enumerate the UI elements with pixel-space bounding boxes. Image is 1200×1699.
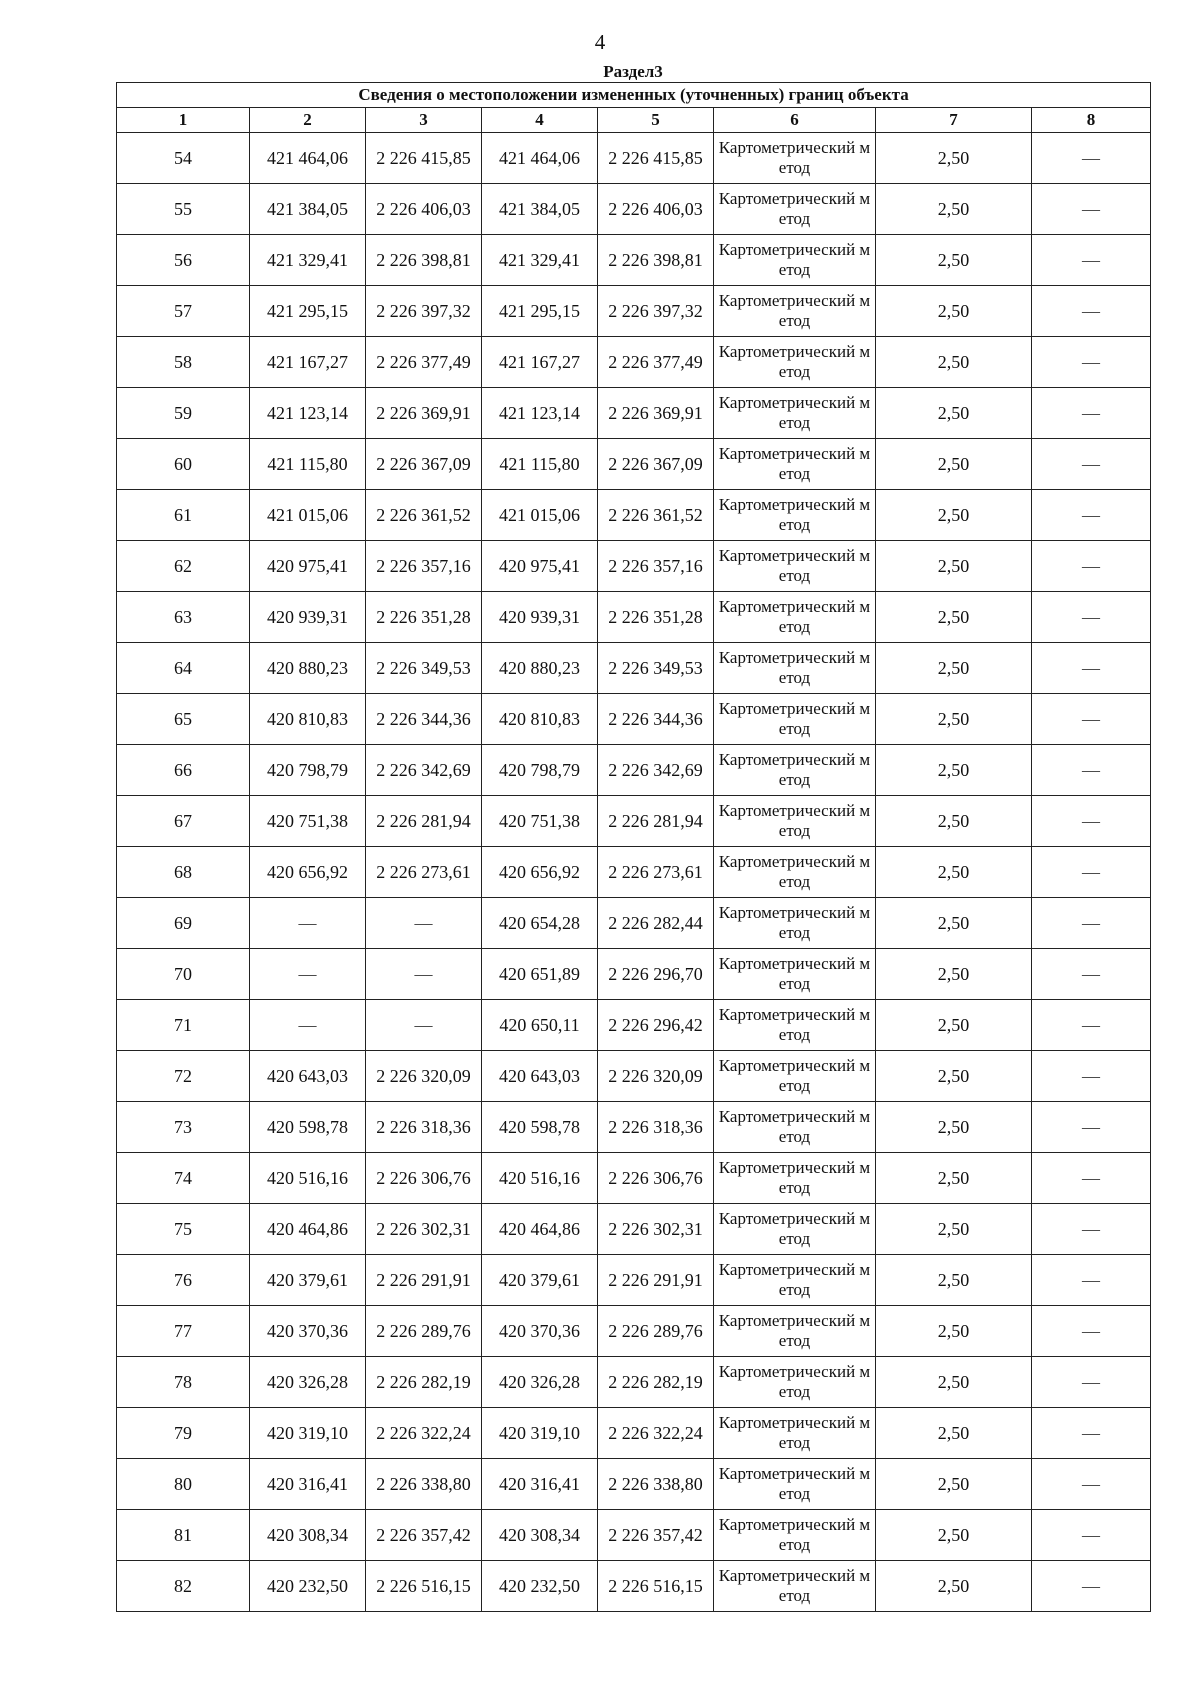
table-cell-col-5: 2 226 349,53 [598, 643, 714, 694]
table-cell-col-4: 420 232,50 [482, 1561, 598, 1612]
table-row [117, 1255, 1151, 1306]
table-cell-col-3: 2 226 291,91 [366, 1255, 482, 1306]
table-cell-col-5: 2 226 273,61 [598, 847, 714, 898]
table-cell-col-2: 421 384,05 [250, 184, 366, 235]
table-cell-col-8: — [1032, 643, 1151, 694]
table-cell-col-1: 77 [117, 1306, 250, 1357]
table-cell-col-8: — [1032, 796, 1151, 847]
table-cell-col-8: — [1032, 1561, 1151, 1612]
table-cell-col-2: 421 329,41 [250, 235, 366, 286]
table-cell-col-3: 2 226 377,49 [366, 337, 482, 388]
table-cell-col-8: — [1032, 286, 1151, 337]
table-title: Сведения о местоположении измененных (уточненных) границ объекта [117, 83, 1151, 108]
table-cell-col-3: 2 226 349,53 [366, 643, 482, 694]
table-cell-col-6: Картометрический метод [714, 1000, 876, 1051]
table-cell-col-6: Картометрический метод [714, 1510, 876, 1561]
table-cell-col-7: 2,50 [876, 949, 1032, 1000]
table-row [117, 1051, 1151, 1102]
table-cell-col-7: 2,50 [876, 1306, 1032, 1357]
table-cell-col-4: 420 598,78 [482, 1102, 598, 1153]
table-cell-col-4: 420 650,11 [482, 1000, 598, 1051]
table-cell-col-6: Картометрический метод [714, 694, 876, 745]
table-cell-col-5: 2 226 377,49 [598, 337, 714, 388]
table-row [117, 1000, 1151, 1051]
table-cell-col-3: 2 226 369,91 [366, 388, 482, 439]
column-header-6: 6 [714, 108, 876, 133]
table-cell-col-2: 420 316,41 [250, 1459, 366, 1510]
table-cell-col-3: 2 226 397,32 [366, 286, 482, 337]
table-cell-col-6: Картометрический метод [714, 133, 876, 184]
table-cell-col-2: 420 798,79 [250, 745, 366, 796]
table-cell-col-8: — [1032, 235, 1151, 286]
table-cell-col-7: 2,50 [876, 388, 1032, 439]
table-cell-col-8: — [1032, 847, 1151, 898]
table-row [117, 745, 1151, 796]
table-cell-col-7: 2,50 [876, 133, 1032, 184]
table-row [117, 1510, 1151, 1561]
table-cell-col-2: 421 115,80 [250, 439, 366, 490]
table-cell-col-4: 421 123,14 [482, 388, 598, 439]
table-cell-col-2: 420 370,36 [250, 1306, 366, 1357]
table-cell-col-6: Картометрический метод [714, 949, 876, 1000]
table-cell-col-2: 421 123,14 [250, 388, 366, 439]
table-cell-col-6: Картометрический метод [714, 235, 876, 286]
table-cell-col-1: 66 [117, 745, 250, 796]
table-cell-col-8: — [1032, 949, 1151, 1000]
table-cell-col-5: 2 226 322,24 [598, 1408, 714, 1459]
table-cell-col-7: 2,50 [876, 796, 1032, 847]
table-cell-col-3: — [366, 949, 482, 1000]
table-row [117, 1561, 1151, 1612]
table-cell-col-8: — [1032, 388, 1151, 439]
column-header-5: 5 [598, 108, 714, 133]
table-cell-col-5: 2 226 320,09 [598, 1051, 714, 1102]
table-cell-col-3: 2 226 273,61 [366, 847, 482, 898]
table-cell-col-3: — [366, 898, 482, 949]
table-cell-col-2: 421 015,06 [250, 490, 366, 541]
table-cell-col-5: 2 226 306,76 [598, 1153, 714, 1204]
table-cell-col-4: 420 464,86 [482, 1204, 598, 1255]
table-cell-col-1: 64 [117, 643, 250, 694]
table-cell-col-1: 70 [117, 949, 250, 1000]
table-cell-col-5: 2 226 296,42 [598, 1000, 714, 1051]
table-row [117, 490, 1151, 541]
table-cell-col-6: Картометрический метод [714, 1153, 876, 1204]
table-cell-col-4: 420 643,03 [482, 1051, 598, 1102]
table-cell-col-3: 2 226 342,69 [366, 745, 482, 796]
table-cell-col-3: 2 226 357,16 [366, 541, 482, 592]
table-cell-col-3: 2 226 351,28 [366, 592, 482, 643]
table-cell-col-5: 2 226 367,09 [598, 439, 714, 490]
column-header-row [117, 108, 1151, 133]
table-cell-col-2: 420 939,31 [250, 592, 366, 643]
table-cell-col-1: 74 [117, 1153, 250, 1204]
table-cell-col-5: 2 226 289,76 [598, 1306, 714, 1357]
table-row [117, 1102, 1151, 1153]
table-cell-col-1: 73 [117, 1102, 250, 1153]
table-cell-col-8: — [1032, 1153, 1151, 1204]
table-cell-col-6: Картометрический метод [714, 643, 876, 694]
table-cell-col-1: 59 [117, 388, 250, 439]
table-cell-col-6: Картометрический метод [714, 1204, 876, 1255]
table-row [117, 541, 1151, 592]
table-cell-col-4: 420 656,92 [482, 847, 598, 898]
table-cell-col-7: 2,50 [876, 286, 1032, 337]
table-cell-col-8: — [1032, 1459, 1151, 1510]
table-cell-col-4: 420 939,31 [482, 592, 598, 643]
table-cell-col-1: 63 [117, 592, 250, 643]
table-cell-col-2: 420 379,61 [250, 1255, 366, 1306]
table-row [117, 796, 1151, 847]
table-body [117, 133, 1151, 1612]
table-cell-col-2: 420 751,38 [250, 796, 366, 847]
table-row [117, 847, 1151, 898]
table-cell-col-4: 420 319,10 [482, 1408, 598, 1459]
table-cell-col-8: — [1032, 133, 1151, 184]
column-header-4: 4 [482, 108, 598, 133]
table-cell-col-3: 2 226 398,81 [366, 235, 482, 286]
table-cell-col-2: 420 975,41 [250, 541, 366, 592]
table-cell-col-2: — [250, 949, 366, 1000]
table-cell-col-4: 420 798,79 [482, 745, 598, 796]
table-row [117, 337, 1151, 388]
table-row [117, 694, 1151, 745]
table-cell-col-2: 420 232,50 [250, 1561, 366, 1612]
table-cell-col-6: Картометрический метод [714, 286, 876, 337]
table-cell-col-7: 2,50 [876, 439, 1032, 490]
table-cell-col-2: 420 464,86 [250, 1204, 366, 1255]
table-cell-col-4: 421 015,06 [482, 490, 598, 541]
table-cell-col-5: 2 226 415,85 [598, 133, 714, 184]
table-cell-col-1: 81 [117, 1510, 250, 1561]
table-row [117, 1153, 1151, 1204]
table-cell-col-5: 2 226 406,03 [598, 184, 714, 235]
table-cell-col-6: Картометрический метод [714, 1357, 876, 1408]
table-cell-col-1: 58 [117, 337, 250, 388]
column-header-3: 3 [366, 108, 482, 133]
table-cell-col-1: 76 [117, 1255, 250, 1306]
table-cell-col-3: — [366, 1000, 482, 1051]
table-cell-col-6: Картометрический метод [714, 847, 876, 898]
table-cell-col-4: 421 295,15 [482, 286, 598, 337]
table-cell-col-6: Картометрический метод [714, 337, 876, 388]
table-cell-col-7: 2,50 [876, 1357, 1032, 1408]
table-cell-col-6: Картометрический метод [714, 1102, 876, 1153]
table-cell-col-3: 2 226 516,15 [366, 1561, 482, 1612]
table-row [117, 1357, 1151, 1408]
column-header-1: 1 [117, 108, 250, 133]
table-cell-col-7: 2,50 [876, 847, 1032, 898]
table-cell-col-7: 2,50 [876, 1561, 1032, 1612]
table-cell-col-6: Картометрический метод [714, 184, 876, 235]
column-header-7: 7 [876, 108, 1032, 133]
table-cell-col-5: 2 226 281,94 [598, 796, 714, 847]
table-cell-col-1: 79 [117, 1408, 250, 1459]
table-cell-col-8: — [1032, 1510, 1151, 1561]
table-cell-col-3: 2 226 338,80 [366, 1459, 482, 1510]
table-cell-col-5: 2 226 338,80 [598, 1459, 714, 1510]
table-cell-col-4: 420 880,23 [482, 643, 598, 694]
table-cell-col-4: 420 751,38 [482, 796, 598, 847]
table-cell-col-3: 2 226 282,19 [366, 1357, 482, 1408]
table-cell-col-1: 57 [117, 286, 250, 337]
table-cell-col-3: 2 226 357,42 [366, 1510, 482, 1561]
table-cell-col-6: Картометрический метод [714, 490, 876, 541]
table-cell-col-1: 56 [117, 235, 250, 286]
table-row [117, 643, 1151, 694]
table-cell-col-7: 2,50 [876, 1408, 1032, 1459]
table-cell-col-5: 2 226 282,19 [598, 1357, 714, 1408]
table-cell-col-6: Картометрический метод [714, 592, 876, 643]
column-header-8: 8 [1032, 108, 1151, 133]
table-cell-col-6: Картометрический метод [714, 1561, 876, 1612]
table-cell-col-5: 2 226 357,16 [598, 541, 714, 592]
table-cell-col-5: 2 226 318,36 [598, 1102, 714, 1153]
table-row [117, 184, 1151, 235]
table-cell-col-7: 2,50 [876, 898, 1032, 949]
table-cell-col-7: 2,50 [876, 694, 1032, 745]
table-cell-col-6: Картометрический метод [714, 388, 876, 439]
column-header-2: 2 [250, 108, 366, 133]
table-cell-col-8: — [1032, 541, 1151, 592]
table-cell-col-1: 75 [117, 1204, 250, 1255]
table-cell-col-4: 420 308,34 [482, 1510, 598, 1561]
table-cell-col-5: 2 226 516,15 [598, 1561, 714, 1612]
table-cell-col-7: 2,50 [876, 1102, 1032, 1153]
table-cell-col-7: 2,50 [876, 1051, 1032, 1102]
table-cell-col-8: — [1032, 1000, 1151, 1051]
table-cell-col-5: 2 226 344,36 [598, 694, 714, 745]
table-cell-col-7: 2,50 [876, 184, 1032, 235]
table-cell-col-7: 2,50 [876, 541, 1032, 592]
table-cell-col-1: 69 [117, 898, 250, 949]
table-cell-col-8: — [1032, 745, 1151, 796]
table-cell-col-8: — [1032, 1051, 1151, 1102]
table-cell-col-8: — [1032, 694, 1151, 745]
table-cell-col-8: — [1032, 592, 1151, 643]
table-cell-col-2: 420 598,78 [250, 1102, 366, 1153]
table-cell-col-3: 2 226 406,03 [366, 184, 482, 235]
table-cell-col-2: 420 643,03 [250, 1051, 366, 1102]
table-cell-col-4: 420 516,16 [482, 1153, 598, 1204]
table-cell-col-2: 420 656,92 [250, 847, 366, 898]
table-cell-col-1: 60 [117, 439, 250, 490]
table-cell-col-3: 2 226 306,76 [366, 1153, 482, 1204]
table-cell-col-8: — [1032, 1306, 1151, 1357]
table-cell-col-8: — [1032, 490, 1151, 541]
table-cell-col-3: 2 226 302,31 [366, 1204, 482, 1255]
table-cell-col-4: 420 326,28 [482, 1357, 598, 1408]
table-cell-col-2: 420 810,83 [250, 694, 366, 745]
table-cell-col-4: 420 370,36 [482, 1306, 598, 1357]
table-row [117, 1459, 1151, 1510]
table-cell-col-8: — [1032, 1204, 1151, 1255]
table-row [117, 439, 1151, 490]
table-cell-col-5: 2 226 302,31 [598, 1204, 714, 1255]
table-cell-col-1: 71 [117, 1000, 250, 1051]
table-cell-col-3: 2 226 281,94 [366, 796, 482, 847]
table-cell-col-3: 2 226 289,76 [366, 1306, 482, 1357]
boundary-coordinates-table [116, 82, 1151, 1612]
table-cell-col-7: 2,50 [876, 1510, 1032, 1561]
table-cell-col-4: 420 975,41 [482, 541, 598, 592]
table-cell-col-3: 2 226 415,85 [366, 133, 482, 184]
table-cell-col-4: 420 316,41 [482, 1459, 598, 1510]
table-cell-col-1: 62 [117, 541, 250, 592]
table-cell-col-4: 420 379,61 [482, 1255, 598, 1306]
page-number: 4 [594, 30, 606, 54]
table-cell-col-4: 421 115,80 [482, 439, 598, 490]
table-cell-col-4: 421 384,05 [482, 184, 598, 235]
table-cell-col-4: 420 651,89 [482, 949, 598, 1000]
table-cell-col-4: 421 329,41 [482, 235, 598, 286]
table-cell-col-3: 2 226 344,36 [366, 694, 482, 745]
table-cell-col-7: 2,50 [876, 1255, 1032, 1306]
table-cell-col-5: 2 226 351,28 [598, 592, 714, 643]
table-cell-col-6: Картометрический метод [714, 439, 876, 490]
table-cell-col-6: Картометрический метод [714, 1306, 876, 1357]
table-cell-col-7: 2,50 [876, 1000, 1032, 1051]
table-row [117, 235, 1151, 286]
table-cell-col-2: — [250, 1000, 366, 1051]
table-cell-col-6: Картометрический метод [714, 898, 876, 949]
table-cell-col-5: 2 226 397,32 [598, 286, 714, 337]
table-cell-col-1: 72 [117, 1051, 250, 1102]
table-cell-col-1: 80 [117, 1459, 250, 1510]
table-row [117, 133, 1151, 184]
table-cell-col-3: 2 226 320,09 [366, 1051, 482, 1102]
table-cell-col-2: 421 464,06 [250, 133, 366, 184]
table-cell-col-4: 420 810,83 [482, 694, 598, 745]
table-cell-col-7: 2,50 [876, 745, 1032, 796]
table-cell-col-7: 2,50 [876, 1204, 1032, 1255]
table-cell-col-1: 61 [117, 490, 250, 541]
table-cell-col-7: 2,50 [876, 1459, 1032, 1510]
table-row [117, 286, 1151, 337]
table-cell-col-3: 2 226 367,09 [366, 439, 482, 490]
table-row [117, 949, 1151, 1000]
table-cell-col-2: 420 880,23 [250, 643, 366, 694]
table-cell-col-6: Картометрический метод [714, 1459, 876, 1510]
table-cell-col-5: 2 226 357,42 [598, 1510, 714, 1561]
table-row [117, 898, 1151, 949]
table-cell-col-5: 2 226 361,52 [598, 490, 714, 541]
table-row [117, 388, 1151, 439]
table-cell-col-1: 55 [117, 184, 250, 235]
table-cell-col-5: 2 226 296,70 [598, 949, 714, 1000]
table-cell-col-2: — [250, 898, 366, 949]
table-cell-col-6: Картометрический метод [714, 745, 876, 796]
table-row [117, 1408, 1151, 1459]
table-cell-col-1: 54 [117, 133, 250, 184]
table-cell-col-5: 2 226 369,91 [598, 388, 714, 439]
table-cell-col-8: — [1032, 1408, 1151, 1459]
table-row [117, 592, 1151, 643]
table-cell-col-5: 2 226 398,81 [598, 235, 714, 286]
table-cell-col-6: Картометрический метод [714, 541, 876, 592]
table-cell-col-7: 2,50 [876, 490, 1032, 541]
table-cell-col-2: 421 167,27 [250, 337, 366, 388]
table-cell-col-2: 420 516,16 [250, 1153, 366, 1204]
table-cell-col-8: — [1032, 337, 1151, 388]
table-row [117, 1306, 1151, 1357]
table-cell-col-5: 2 226 342,69 [598, 745, 714, 796]
table-cell-col-5: 2 226 291,91 [598, 1255, 714, 1306]
table-row [117, 1204, 1151, 1255]
table-cell-col-7: 2,50 [876, 337, 1032, 388]
table-cell-col-1: 82 [117, 1561, 250, 1612]
table-cell-col-7: 2,50 [876, 235, 1032, 286]
table-cell-col-3: 2 226 322,24 [366, 1408, 482, 1459]
table-cell-col-8: — [1032, 439, 1151, 490]
table-cell-col-2: 421 295,15 [250, 286, 366, 337]
table-cell-col-1: 78 [117, 1357, 250, 1408]
table-cell-col-4: 421 167,27 [482, 337, 598, 388]
table-cell-col-8: — [1032, 184, 1151, 235]
table-cell-col-6: Картометрический метод [714, 1051, 876, 1102]
table-cell-col-8: — [1032, 898, 1151, 949]
table-cell-col-8: — [1032, 1255, 1151, 1306]
table-cell-col-8: — [1032, 1357, 1151, 1408]
table-cell-col-6: Картометрический метод [714, 796, 876, 847]
table-cell-col-2: 420 308,34 [250, 1510, 366, 1561]
table-cell-col-3: 2 226 318,36 [366, 1102, 482, 1153]
table-cell-col-2: 420 326,28 [250, 1357, 366, 1408]
table-cell-col-2: 420 319,10 [250, 1408, 366, 1459]
table-cell-col-5: 2 226 282,44 [598, 898, 714, 949]
table-cell-col-6: Картометрический метод [714, 1408, 876, 1459]
table-cell-col-3: 2 226 361,52 [366, 490, 482, 541]
table-cell-col-4: 420 654,28 [482, 898, 598, 949]
table-cell-col-7: 2,50 [876, 1153, 1032, 1204]
table-cell-col-1: 68 [117, 847, 250, 898]
section-label: Раздел3 [603, 62, 663, 81]
table-cell-col-7: 2,50 [876, 592, 1032, 643]
table-cell-col-8: — [1032, 1102, 1151, 1153]
table-cell-col-1: 65 [117, 694, 250, 745]
table-cell-col-7: 2,50 [876, 643, 1032, 694]
table-cell-col-4: 421 464,06 [482, 133, 598, 184]
table-cell-col-1: 67 [117, 796, 250, 847]
table-cell-col-6: Картометрический метод [714, 1255, 876, 1306]
